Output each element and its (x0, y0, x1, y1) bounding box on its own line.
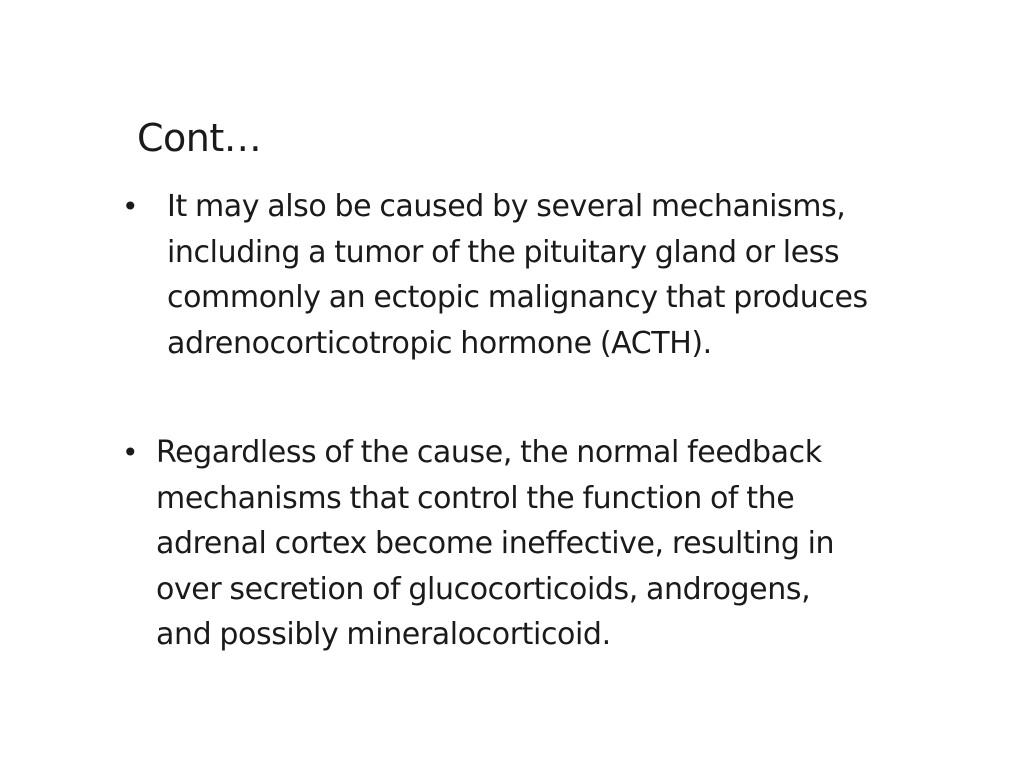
bullet-text: It may also be caused by several mechanisms, including a tumor of the pituitary gland or less commonly an ectopic malignancy that produces adrenocorticotropic hormone (ACTH). (167, 189, 868, 361)
bullet-marker: • (122, 190, 139, 223)
slide-title: Cont… (137, 116, 262, 160)
bullet-item (122, 430, 942, 658)
bullet-item (122, 184, 942, 366)
bullet-text: Regardless of the cause, the normal feedback mechanisms that control the function of the adrenal cortex become ineffective, resulting in over secretion of glucocorticoids, androgens, and possibly mineralocorticoid. (156, 435, 835, 652)
bullet-marker: • (122, 436, 139, 469)
